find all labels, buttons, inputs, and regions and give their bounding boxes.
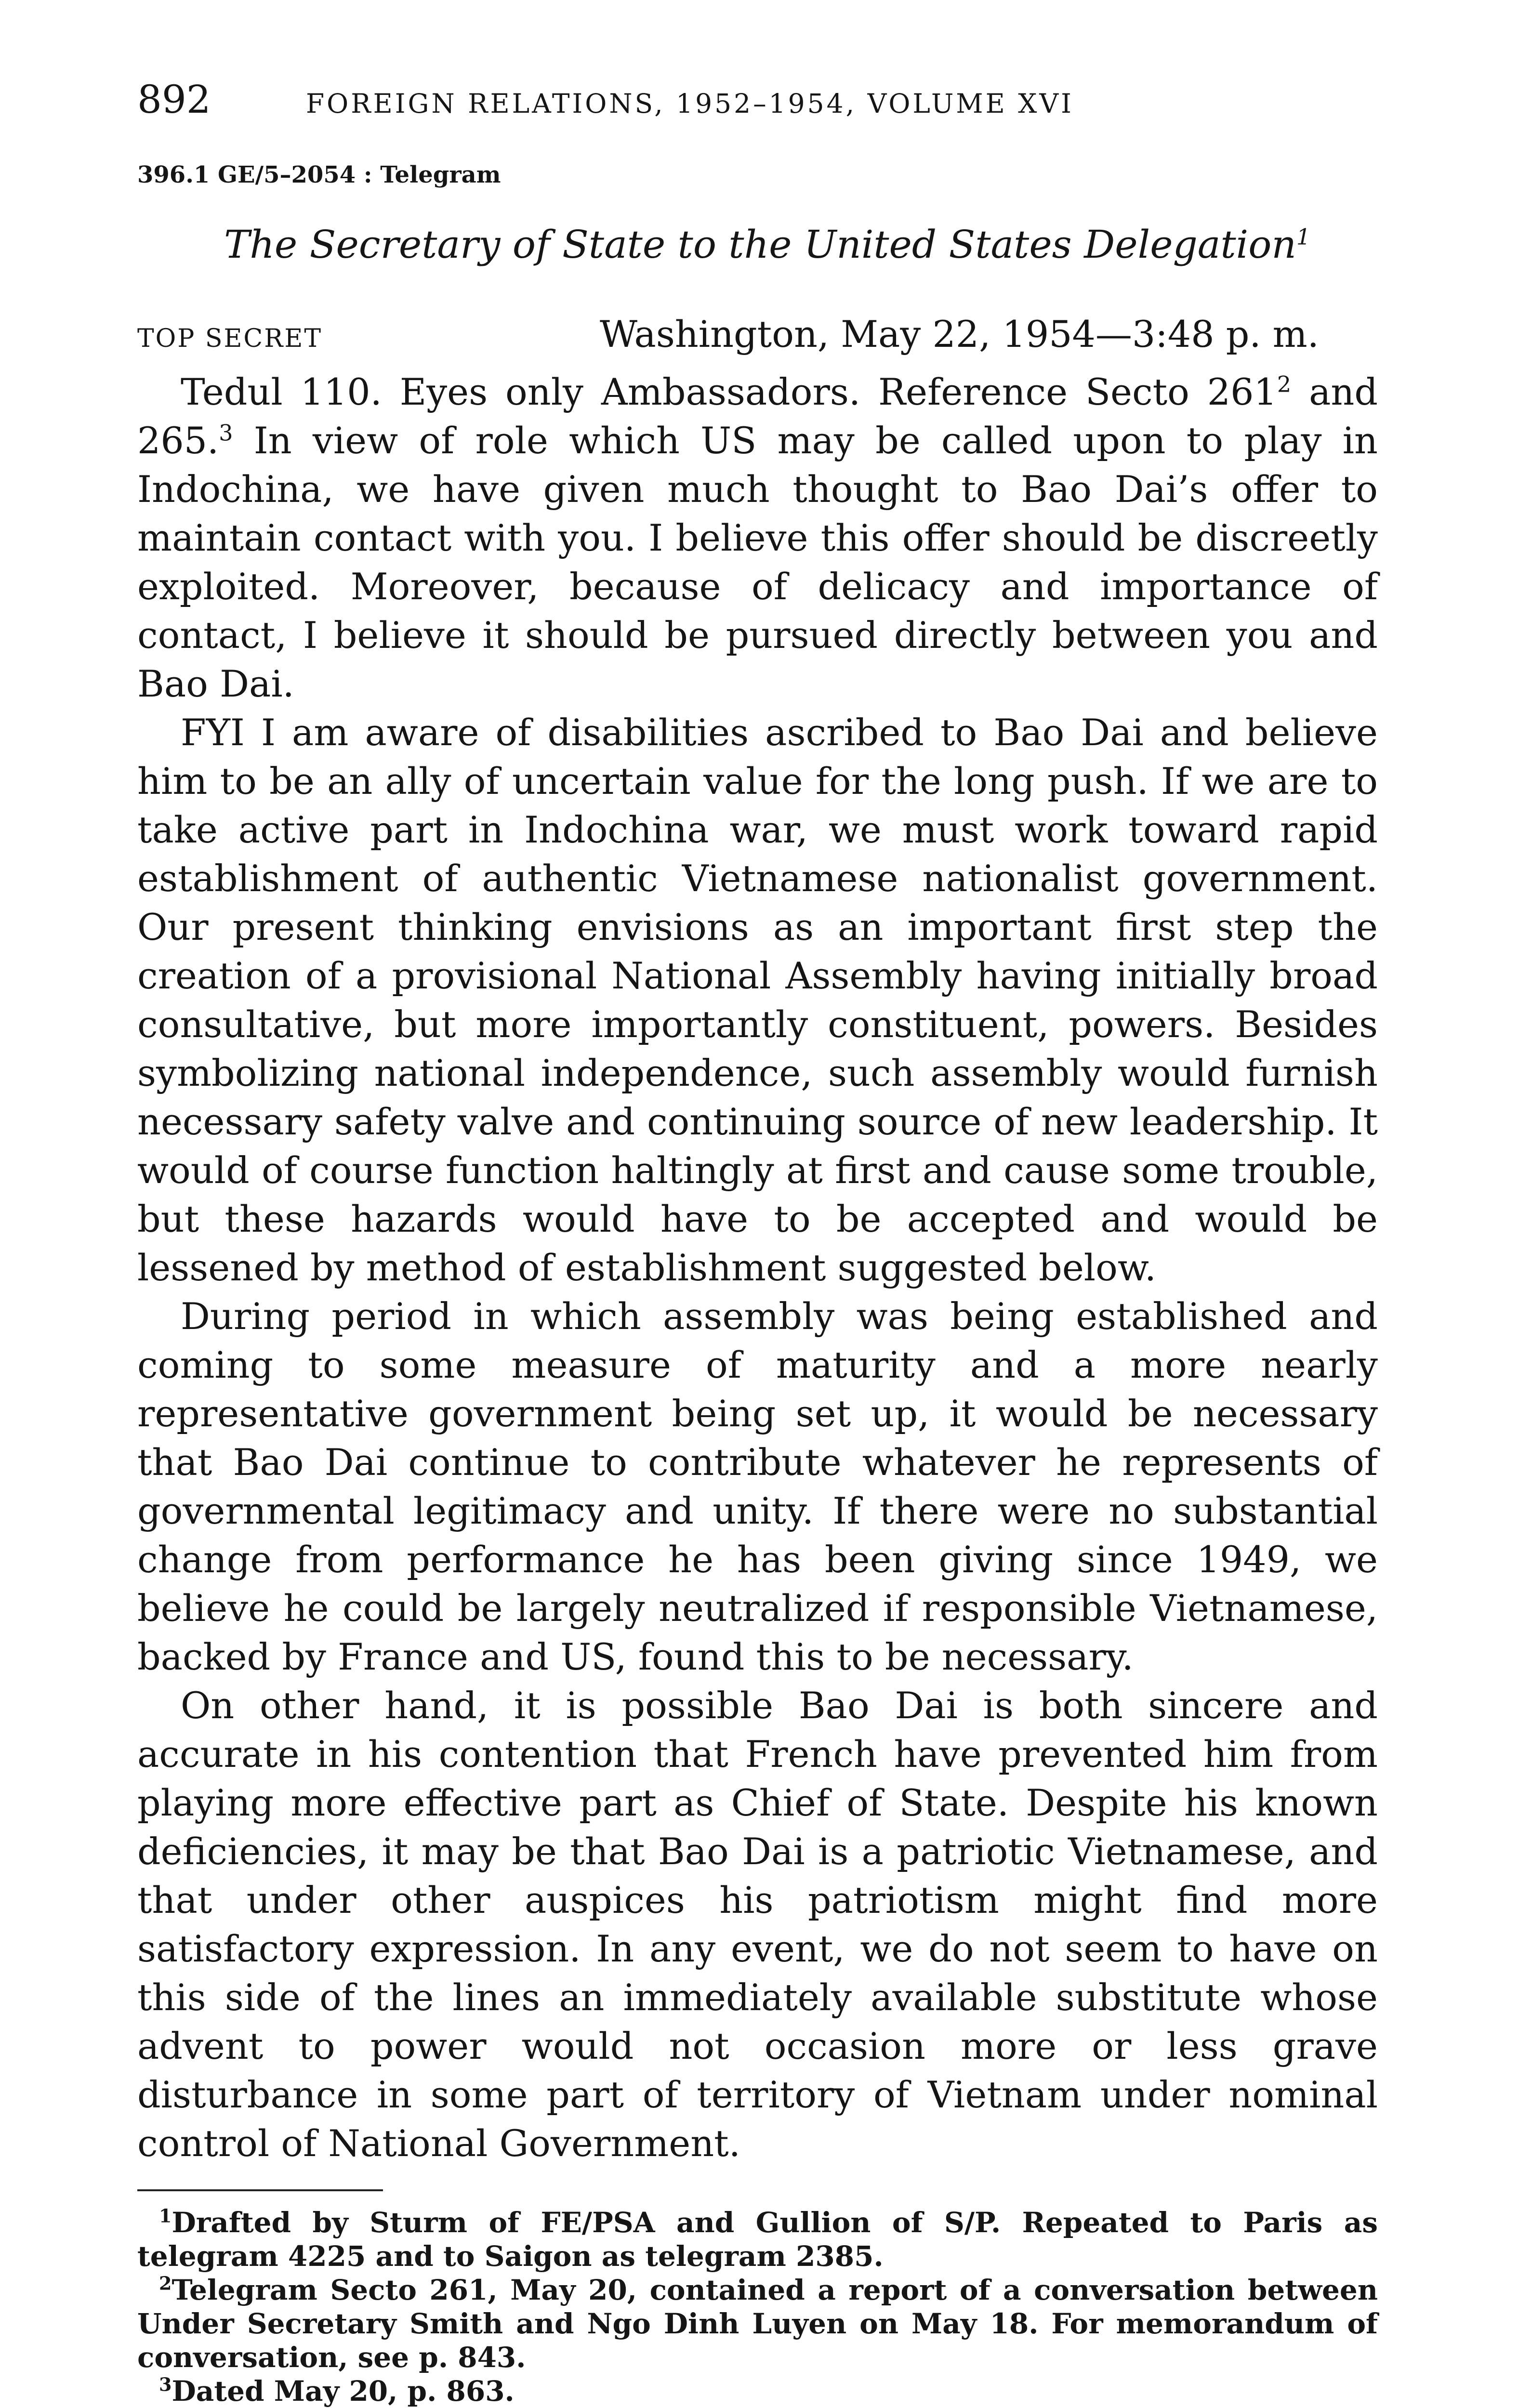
document-page bbox=[137, 77, 1404, 2408]
paragraph: FYI I am aware of disabilities ascribed to Bao Dai and believe him to be an ally of uncertain value for the long push. If we are to take active part in Indochina war, we must work toward rapid establishment of authentic Vietnamese nationalist government. Our present thinking envisions as an important first step the creation of a provisional National Assembly having initially broad consultative, but more importantly constituent, powers. Besides symbolizing national independence, such assembly would furnish necessary safety valve and continuing source of new leadership. It would of course function haltingly at first and cause some trouble, but these hazards would have to be accepted and would be lessened by method of establishment suggested below. bbox=[137, 711, 1378, 1289]
document-title bbox=[224, 222, 1404, 267]
file-reference: 396.1 GE/5–2054 : Telegram bbox=[137, 161, 501, 188]
paragraph bbox=[137, 368, 1378, 708]
footnote-mark: 2 bbox=[159, 2272, 172, 2294]
footnote bbox=[137, 2206, 1378, 2273]
footnote-divider bbox=[137, 2189, 383, 2191]
classification-label: TOP SECRET bbox=[137, 324, 322, 353]
document-title-text: The Secretary of State to the United States Delegation bbox=[224, 222, 1296, 267]
paragraph-text: and 265. bbox=[137, 370, 1378, 462]
paragraph: On other hand, it is possible Bao Dai is both sincere and accurate in his contention that French have prevented him from playing more effective part as Chief of State. Despite his known deficiencies, it may be that Bao Dai is a patriotic Vietnamese, and that under other auspices his patriotism might find more satisfactory expression. In any event, we do not seem to have on this side of the lines an immediately available substitute whose advent to power would not occasion more or less grave disturbance in some part of territory of Vietnam under nominal control of National Government. bbox=[137, 1684, 1378, 2165]
footnote-ref: 2 bbox=[1277, 371, 1292, 397]
footnote-text: Drafted by Sturm of FE/PSA and Gullion of S/P. Repeated to Paris as telegram 4225 and to Saigon as telegram 2385. bbox=[137, 2206, 1378, 2273]
footnote-ref: 3 bbox=[219, 420, 233, 446]
footnote-mark: 3 bbox=[159, 2373, 172, 2395]
footnote bbox=[137, 2374, 1378, 2408]
paragraph-text: Tedul 110. Eyes only Ambassadors. Reference Secto 261 bbox=[181, 370, 1277, 413]
place-date: Washington, May 22, 1954—3:48 p. m. bbox=[600, 313, 1319, 355]
paragraph: During period in which assembly was being established and coming to some measure of maturity and a more nearly representative government being set up, it would be necessary that Bao Dai continue to contribute whatever he represents of governmental legitimacy and unity. If there were no substantial change from performance he has been giving since 1949, we believe he could be largely neutralized if responsible Vietnamese, backed by France and US, found this to be necessary. bbox=[137, 1295, 1378, 1678]
running-title: FOREIGN RELATIONS, 1952–1954, VOLUME XVI bbox=[306, 88, 1074, 119]
footnotes bbox=[137, 2206, 1378, 2408]
footnote-text: Telegram Secto 261, May 20, contained a report of a conversation between Under Secretary Smith and Ngo Dinh Luyen on May 18. For memorandum of conversation, see p. 843. bbox=[137, 2274, 1378, 2374]
footnote-text: Dated May 20, p. 863. bbox=[172, 2375, 515, 2408]
paragraph-text: In view of role which US may be called upon to play in Indochina, we have given much thought to Bao Dai’s offer to maintain contact with you. I believe this offer should be discreetly exploited. Moreover, because of delicacy and importance of contact, I believe it should be pursued directly between you and Bao Dai. bbox=[137, 419, 1378, 705]
footnote-mark: 1 bbox=[159, 2205, 172, 2227]
page-number: 892 bbox=[137, 77, 211, 122]
telegram-body bbox=[137, 368, 1378, 2168]
footnote-ref: 1 bbox=[1296, 224, 1311, 250]
footnote bbox=[137, 2273, 1378, 2374]
running-head bbox=[137, 77, 1404, 140]
dateline bbox=[137, 313, 1404, 355]
